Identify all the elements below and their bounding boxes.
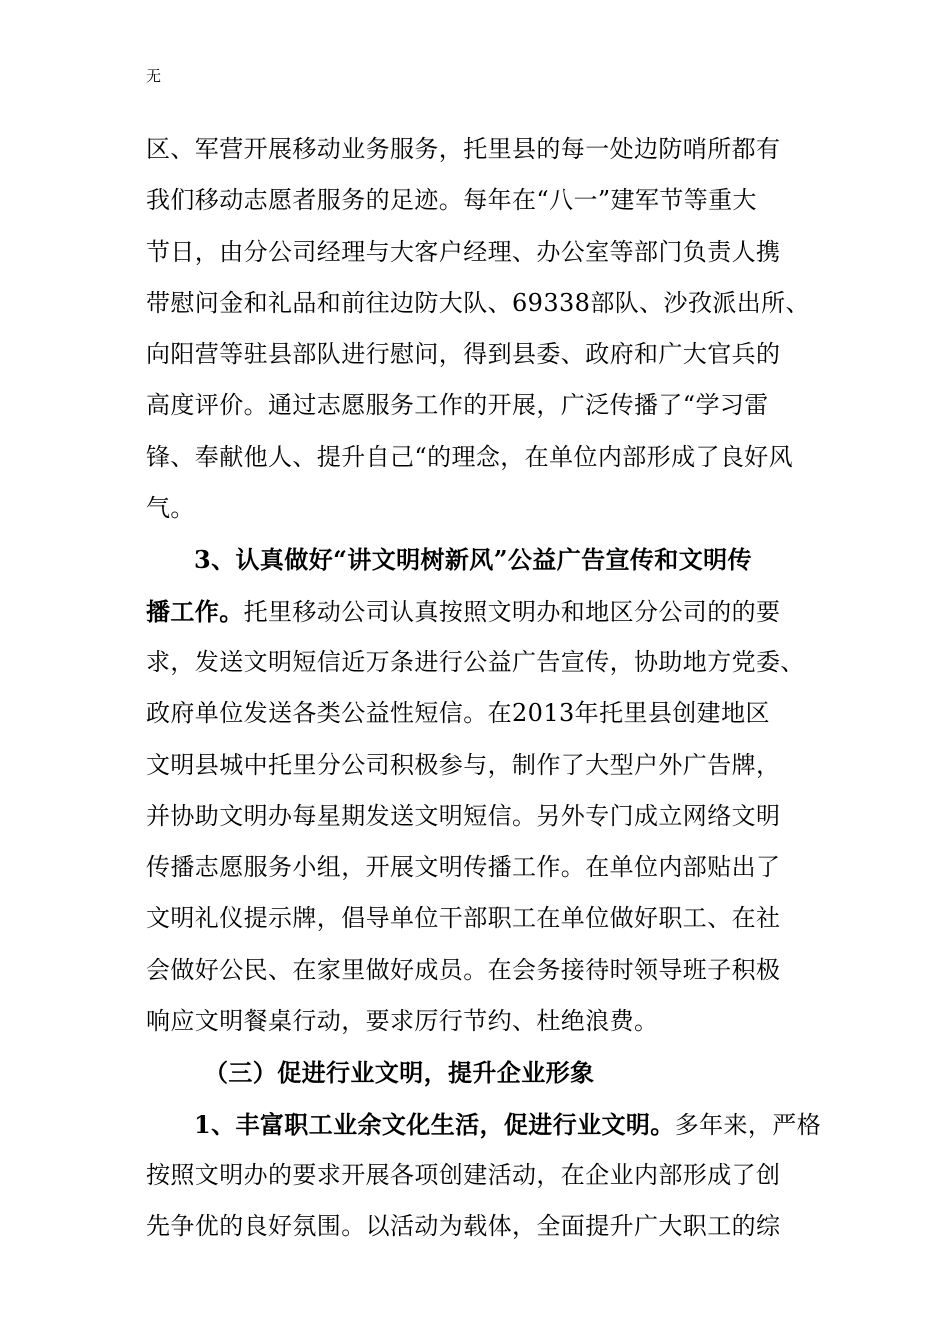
line-text: 锋、奉献他人、提升自己“的理念，在单位内部形成了良好风: [146, 442, 794, 471]
heading-text: 3、认真做好“讲文明树新风”公益广告宣传和文明传: [194, 545, 752, 575]
line-text: 并协助文明办每星期发送文明短信。另外专门成立网络文明: [146, 801, 781, 830]
line-text: 文明县城中托里分公司积极参与，制作了大型户外广告牌，: [146, 750, 781, 779]
line-text: 先争优的良好氛围。以活动为载体，全面提升广大职工的综: [146, 1212, 781, 1241]
paragraph-line: [146, 124, 816, 175]
line-text: 按照文明办的要求开展各项创建活动，在企业内部形成了创: [146, 1160, 781, 1189]
line-text: 向阳营等驻县部队进行慰问，得到县委、政府和广大官兵的: [146, 340, 781, 369]
line-text: 高度评价。通过志愿服务工作的开展，广泛传播了“学习雷: [146, 391, 769, 420]
paragraph-line: [146, 740, 816, 791]
line-text: 带慰问金和礼品和前往边防大队、69338部队、沙孜派出所、: [146, 288, 810, 317]
paragraph-line: [146, 945, 816, 996]
section-heading: [146, 534, 816, 585]
line-text: 响应文明餐桌行动，要求厉行节约、杜绝浪费。: [146, 1007, 659, 1036]
paragraph-line: [146, 688, 816, 739]
document-body: [146, 124, 822, 1253]
paragraph-line: [146, 432, 816, 483]
heading-text: 播工作。: [146, 596, 244, 626]
paragraph-line: [146, 586, 816, 637]
line-text: 节日，由分公司经理与大客户经理、办公室等部门负责人携: [146, 237, 781, 266]
line-text: 文明礼仪提示牌，倡导单位干部职工在单位做好职工、在社: [146, 904, 781, 933]
line-text: 求，发送文明短信近万条进行公益广告宣传，协助地方党委、: [146, 647, 805, 676]
paragraph-line: [146, 893, 816, 944]
heading-text: 1、丰富职工业余文化生活，促进行业文明。: [194, 1109, 675, 1139]
line-text: 传播志愿服务小组，开展文明传播工作。在单位内部贴出了: [146, 853, 781, 882]
line-text: 多年来，严格: [674, 1110, 822, 1139]
paragraph-line: [146, 380, 816, 431]
line-text: 会做好公民、在家里做好成员。在会务接待时领导班子积极: [146, 955, 781, 984]
line-text: 我们移动志愿者服务的足迹。每年在“八一”建军节等重大: [146, 186, 757, 215]
section-heading: [146, 1047, 816, 1098]
paragraph-line: [146, 842, 816, 893]
line-text: 政府单位发送各类公益性短信。在2013年托里县创建地区: [146, 699, 770, 728]
paragraph-line: [146, 1201, 816, 1252]
line-text: 托里移动公司认真按照文明办和地区分公司的的要: [243, 597, 781, 626]
heading-text: （三）促进行业文明，提升企业形象: [204, 1058, 595, 1088]
page-header: 无: [146, 67, 162, 85]
paragraph-line: [146, 996, 816, 1047]
line-text: 区、军营开展移动业务服务，托里县的每一处边防哨所都有: [146, 135, 781, 163]
paragraph-line: [146, 329, 816, 380]
paragraph-line: [146, 791, 816, 842]
paragraph-line: [146, 278, 816, 329]
line-text: 气。: [146, 494, 195, 523]
paragraph-line: [146, 227, 816, 278]
paragraph-line: [146, 175, 816, 226]
paragraph-line: [146, 1150, 816, 1201]
paragraph-line: [146, 1099, 822, 1150]
paragraph-line: [146, 483, 816, 534]
paragraph-line: [146, 637, 816, 688]
